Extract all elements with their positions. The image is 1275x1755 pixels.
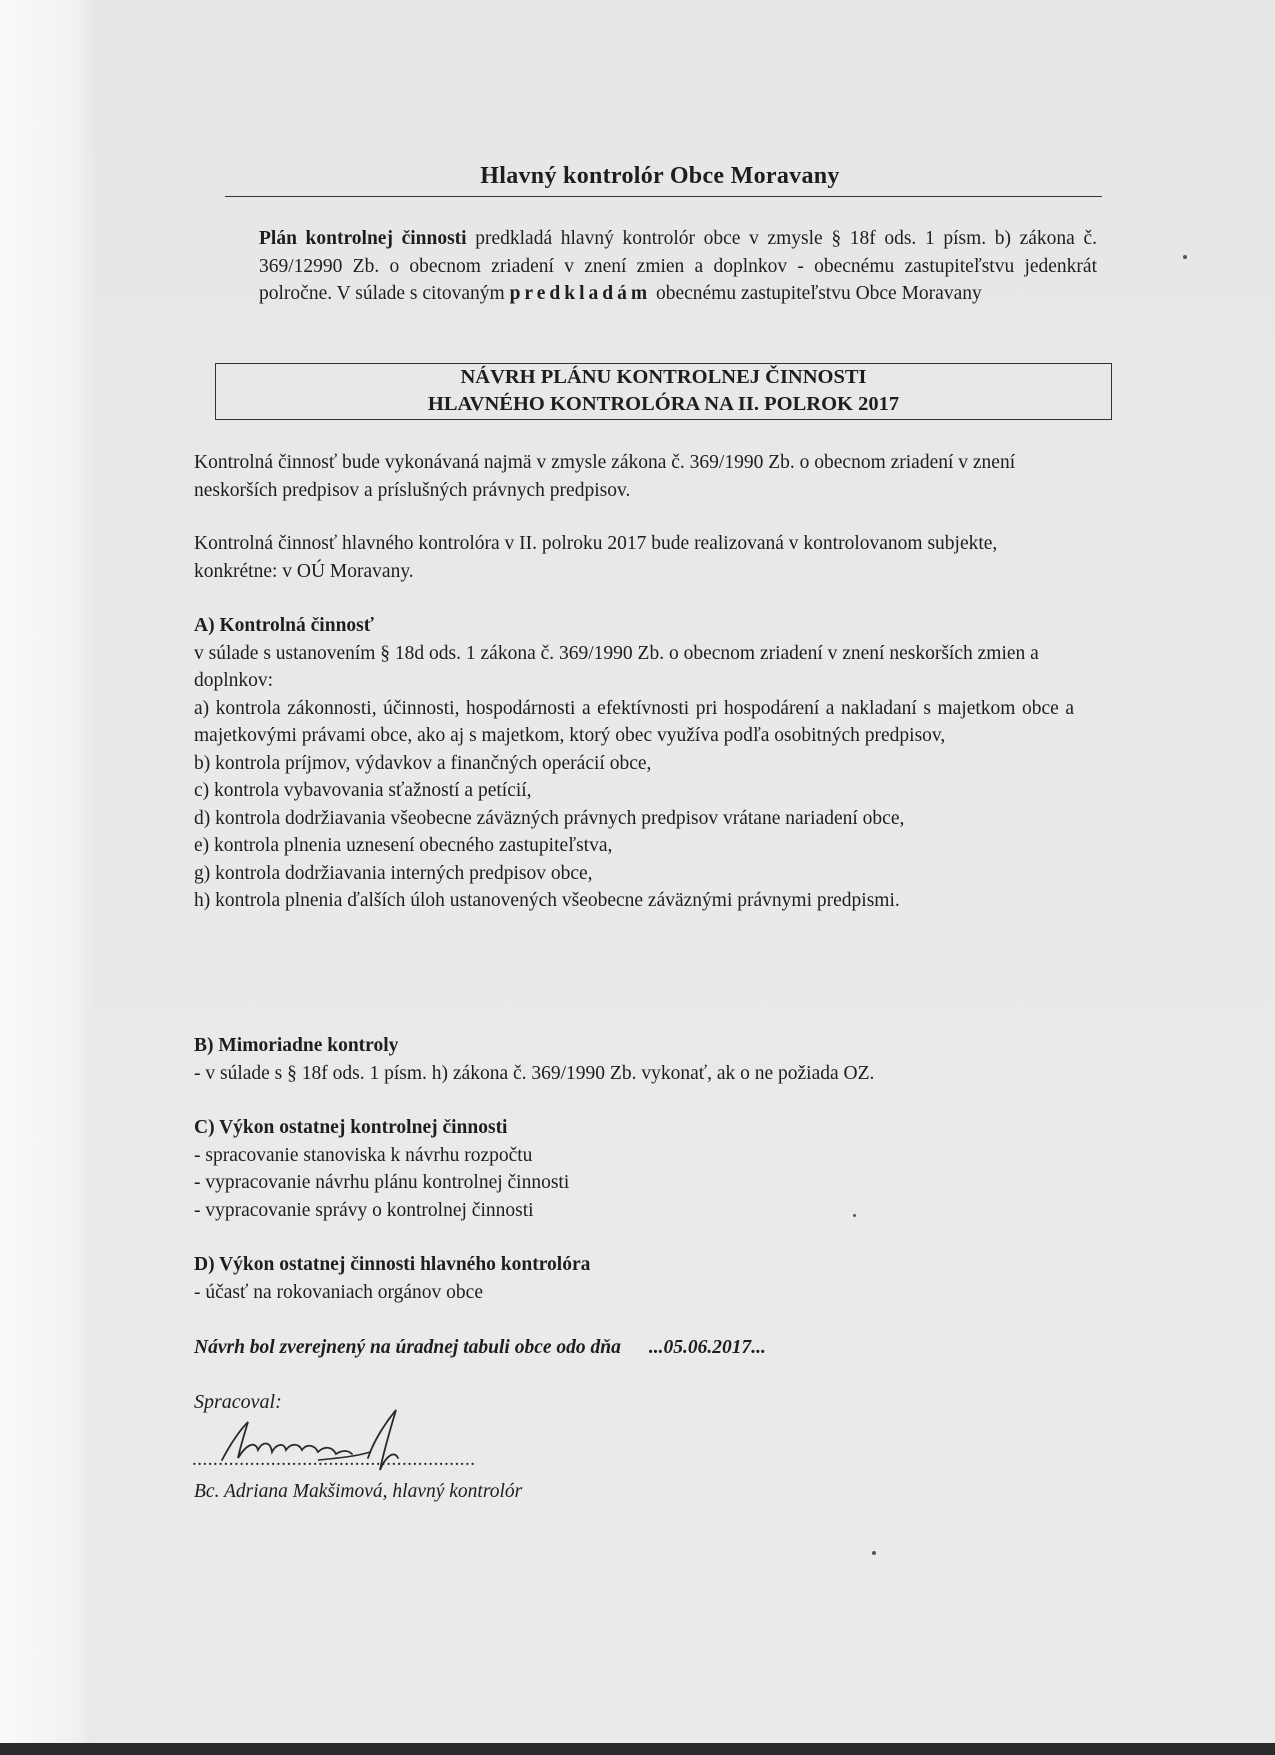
scan-speck: [1183, 255, 1187, 259]
section-d-item: - účasť na rokovaniach orgánov obce: [194, 1281, 483, 1303]
scan-margin: [0, 0, 95, 1755]
section-a-item: a) kontrola zákonnosti, účinnosti, hospodárnosti a efektívnosti pri hospodárení a nakladaní s majetkom obce a majetkovými právami obce, ako aj s majetkom, ktorý obec využíva podľa osobitných predpisov,: [194, 697, 1074, 746]
section-a-item: e) kontrola plnenia uznesení obecného zastupiteľstva,: [194, 835, 613, 856]
plan-title-box: [215, 363, 1112, 420]
publication-label: Návrh bol zverejnený na úradnej tabuli obce odo dňa: [194, 1337, 621, 1358]
section-c-item: - vypracovanie návrhu plánu kontrolnej činnosti: [194, 1172, 570, 1193]
section-a-item: d) kontrola dodržiavania všeobecne záväzných právnych predpisov vrátane nariadení obce,: [194, 807, 905, 829]
scan-bottom-edge: [0, 1743, 1275, 1755]
intro-text: predkladá hlavný kontrolór obce v zmysle § 18f ods. 1 písm. b) zákona č. 369/12990 Zb. o obecnom zriadení v znení zmien a doplnkov - obecnému zastupiteľstvu jedenkrát polročne. V súlade s citovaným: [259, 228, 1098, 304]
section-c-item: - vypracovanie správy o kontrolnej činnosti: [194, 1199, 534, 1221]
section-b-text: - v súlade s § 18f ods. 1 písm. h) zákona č. 369/1990 Zb. vykonať, ak o ne požiada OZ.: [194, 1062, 875, 1084]
handwritten-signature: [200, 1400, 460, 1480]
publication-date: ...05.06.2017...: [648, 1337, 766, 1358]
paragraph-legal-basis: Kontrolná činnosť bude vykonávaná najmä v zmysle zákona č. 369/1990 Zb. o obecnom zriadení v znení neskorších predpisov a príslušných právnych predpisov.: [194, 452, 1016, 501]
intro-paragraph: [259, 225, 1097, 308]
document-header-title: Hlavný kontrolór Obce Moravany: [480, 163, 840, 189]
section-b: [194, 1032, 1074, 1087]
controller-name: Bc. Adriana Makšimová, hlavný kontrolór: [194, 1481, 523, 1502]
section-a-item: b) kontrola príjmov, výdavkov a finančných operácií obce,: [194, 752, 652, 774]
signature-line: ......................................................: [192, 1449, 476, 1470]
section-c-item: - spracovanie stanoviska k návrhu rozpočtu: [194, 1144, 533, 1166]
section-a-heading: A) Kontrolná činnosť: [194, 615, 374, 636]
section-a-item: c) kontrola vybavovania sťažností a petícií,: [194, 780, 532, 801]
section-a-intro: v súlade s ustanovením § 18d ods. 1 zákona č. 369/1990 Zb. o obecnom zriadení v znení neskorších zmien a doplnkov:: [194, 642, 1039, 691]
section-d: [194, 1251, 1074, 1306]
plan-title-line-1: NÁVRH PLÁNU KONTROLNEJ ČINNOSTI: [460, 366, 867, 388]
intro-bold-lead: Plán kontrolnej činnosti: [259, 228, 467, 249]
publication-note: [194, 1334, 1074, 1362]
header-divider: [225, 196, 1102, 197]
prepared-by-label: Spracoval:: [194, 1391, 282, 1413]
intro-text-end: obecnému zastupiteľstvu Obce Moravany: [651, 283, 982, 304]
section-c-heading: C) Výkon ostatnej kontrolnej činnosti: [194, 1117, 508, 1138]
plan-title-line-2: HLAVNÉHO KONTROLÓRA NA II. POLROK 2017: [427, 393, 900, 415]
section-a-item: g) kontrola dodržiavania interných predpisov obce,: [194, 862, 593, 884]
scan-speck: [853, 1214, 856, 1217]
section-b-heading: B) Mimoriadne kontroly: [194, 1035, 399, 1056]
section-a: [194, 612, 1074, 915]
section-d-heading: D) Výkon ostatnej činnosti hlavného kontrolóra: [194, 1254, 591, 1275]
section-c: [194, 1114, 1074, 1224]
paragraph-scope: Kontrolná činnosť hlavného kontrolóra v II. polroku 2017 bude realizovaná v kontrolovanom subjekte, konkrétne: v OÚ Moravany.: [194, 533, 998, 582]
intro-spaced-word: predkladám: [509, 283, 652, 304]
section-a-item: h) kontrola plnenia ďalších úloh ustanovených všeobecne záväznými právnymi predpismi.: [194, 890, 900, 911]
scan-speck: [872, 1551, 876, 1555]
